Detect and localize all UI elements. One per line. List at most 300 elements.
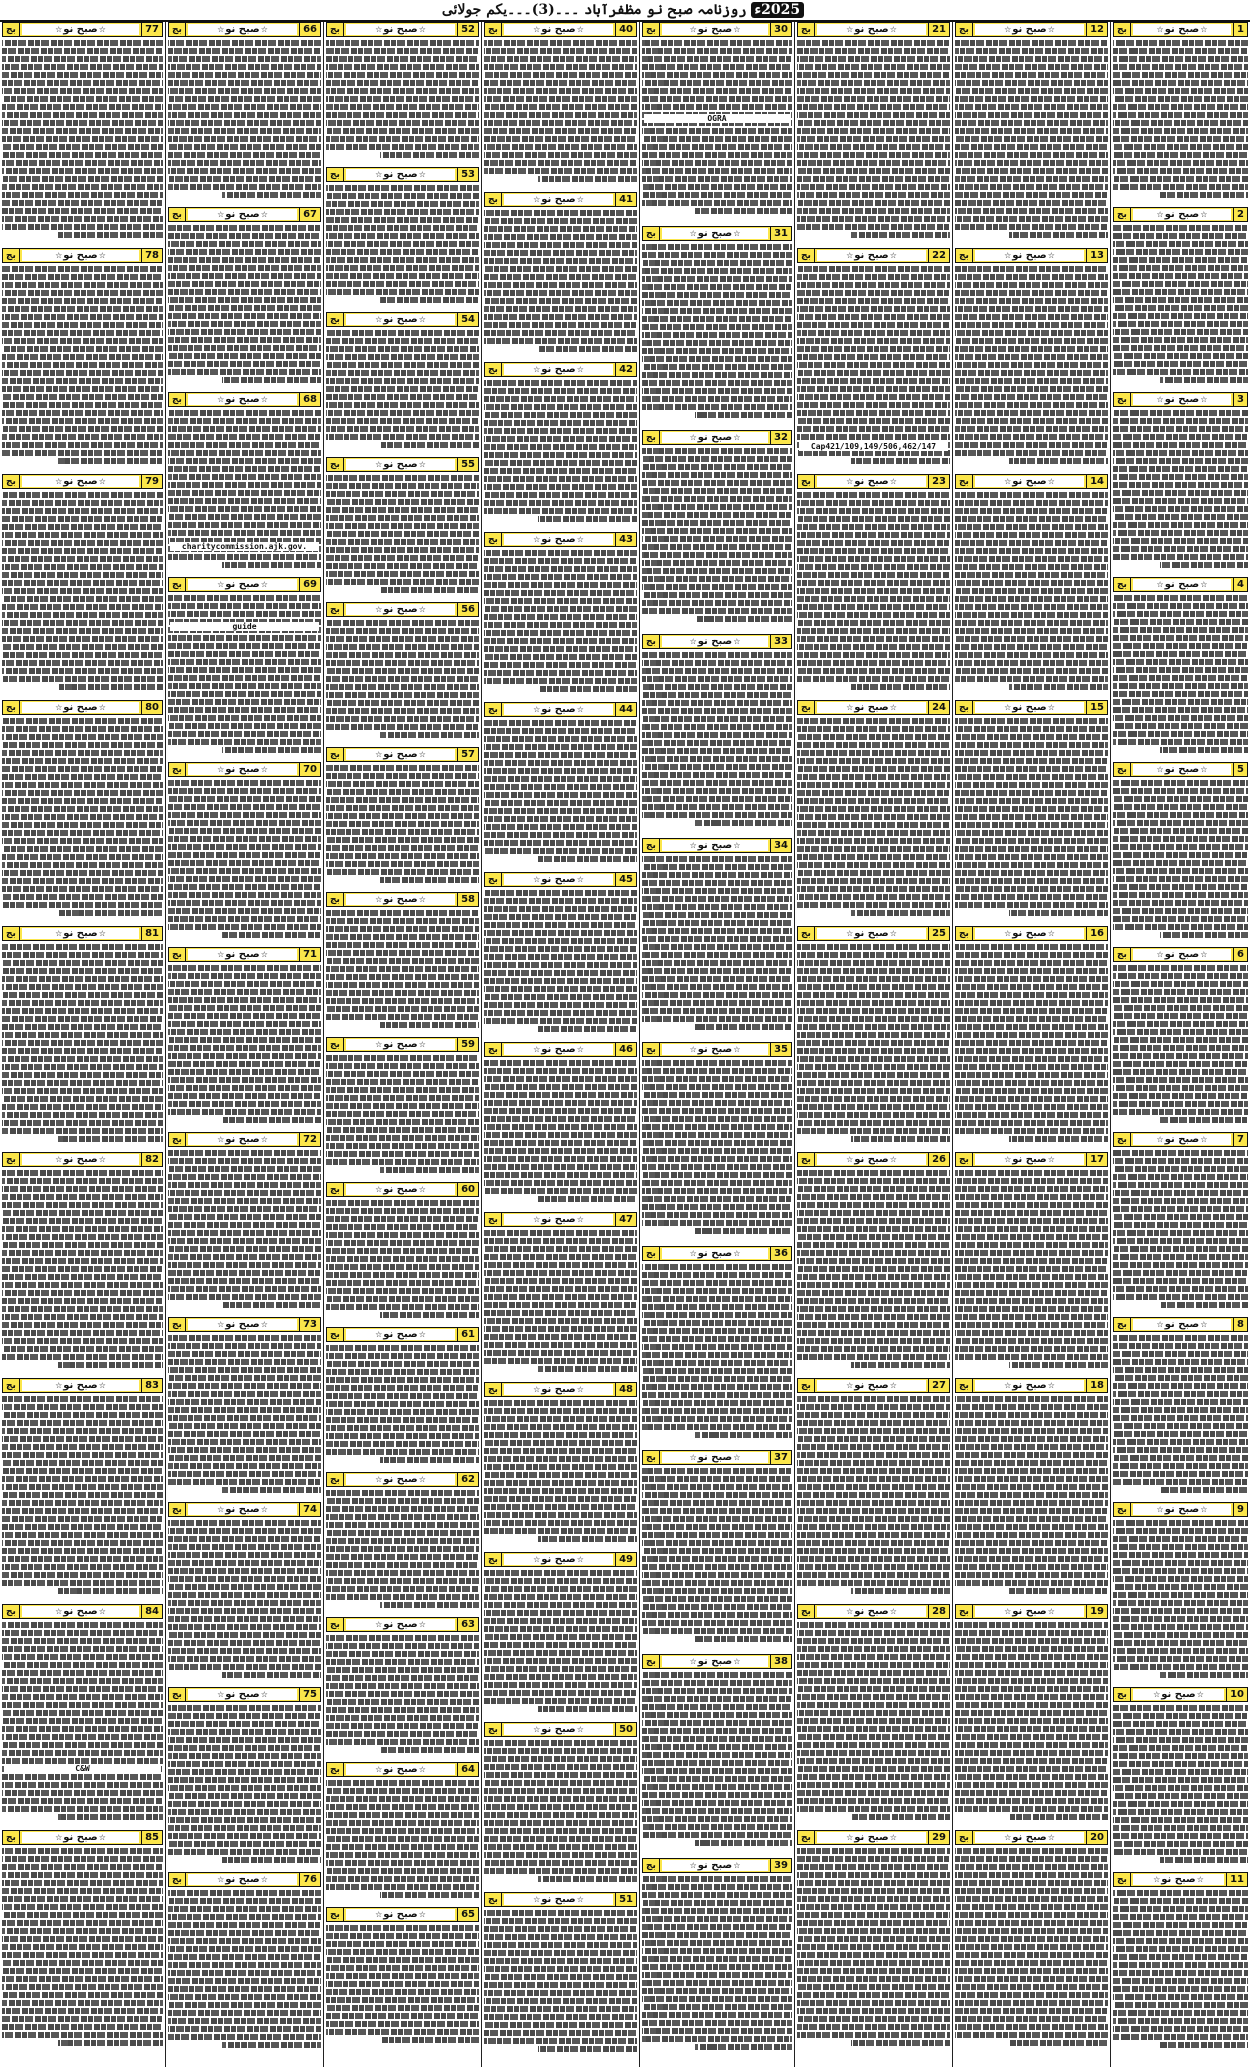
star-icon: ☆ <box>889 1155 897 1164</box>
notice-label: صبح نو <box>854 1606 889 1617</box>
text-line <box>1160 1487 1248 1493</box>
text-line <box>168 144 321 150</box>
text-line <box>642 136 792 142</box>
text-line <box>2 798 163 804</box>
notice-label: صبح نو <box>1164 764 1200 775</box>
text-line <box>1113 788 1248 794</box>
text-line <box>222 2042 321 2048</box>
text-line <box>955 1572 1108 1578</box>
text-line <box>168 466 321 472</box>
text-line <box>955 1282 1108 1288</box>
text-line <box>642 748 792 754</box>
text-line <box>2 1646 163 1652</box>
text-line <box>484 1286 637 1292</box>
text-line <box>326 249 479 255</box>
notice-body <box>326 765 479 890</box>
notice-number: 60 <box>457 1183 478 1196</box>
notice-body <box>797 1396 950 1602</box>
text-line <box>2 1452 163 1458</box>
notice-tag: بج <box>169 1318 186 1331</box>
text-line <box>1113 1785 1248 1791</box>
text-line <box>2 282 163 288</box>
text-line <box>326 499 479 505</box>
text-line <box>797 960 950 966</box>
text-line <box>326 1876 479 1882</box>
text-line <box>326 668 479 674</box>
text-line <box>1113 1938 1248 1944</box>
notice-tag: بج <box>169 23 186 36</box>
text-line <box>955 1210 1108 1216</box>
masthead-year: 2025ء <box>751 2 805 18</box>
text-line <box>955 48 1108 54</box>
text-line <box>642 1068 792 1074</box>
text-line <box>1113 1037 1248 1043</box>
text-line <box>168 1769 321 1775</box>
notice-number: 48 <box>615 1383 636 1396</box>
text-line <box>1113 1471 1248 1477</box>
text-line <box>484 1610 637 1616</box>
star-icon: ☆ <box>98 1607 106 1616</box>
text-line <box>642 1392 792 1398</box>
star-icon: ☆ <box>418 750 426 759</box>
text-line <box>484 1480 637 1486</box>
notice-label: صبح نو <box>383 894 418 905</box>
star-icon: ☆ <box>1156 210 1164 219</box>
text-line <box>484 1456 637 1462</box>
text-line <box>642 772 792 778</box>
star-icon: ☆ <box>98 1155 106 1164</box>
text-line <box>484 1748 637 1754</box>
text-line <box>797 726 950 732</box>
text-line <box>326 926 479 932</box>
text-line <box>955 814 1108 820</box>
notice-number: 27 <box>928 1379 949 1392</box>
notice-24 <box>797 700 950 924</box>
text-line <box>326 1240 479 1246</box>
text-line <box>797 136 950 142</box>
notice-tag: بج <box>169 578 186 591</box>
text-line <box>168 1785 321 1791</box>
text-line <box>642 316 792 322</box>
text-line <box>484 2030 637 2036</box>
notice-header <box>326 1907 479 1922</box>
notice-title <box>662 1452 768 1463</box>
notice-title <box>504 1894 613 1905</box>
text-line <box>484 1860 637 1866</box>
text-line <box>797 548 950 554</box>
text-line <box>642 1892 792 1898</box>
notice-header <box>326 1472 479 1487</box>
text-line <box>1113 1962 1248 1968</box>
text-line <box>538 176 637 182</box>
notice-39 <box>642 1858 792 2060</box>
text-line <box>326 644 479 650</box>
text-line <box>326 1594 479 1600</box>
text-line <box>168 1463 321 1469</box>
notice-tag: بج <box>956 927 973 940</box>
text-line <box>2 330 163 336</box>
inline-c-and-w: C&W <box>4 1764 161 1773</box>
notice-78 <box>2 248 163 472</box>
text-line <box>955 1080 1108 1086</box>
text-line <box>955 1234 1108 1240</box>
text-line <box>484 128 637 134</box>
text-line <box>642 348 792 354</box>
text-line <box>955 596 1108 602</box>
text-line <box>168 434 321 440</box>
text-line <box>168 1230 321 1236</box>
star-icon: ☆ <box>260 1875 268 1884</box>
notice-label: صبح نو <box>1012 1380 1047 1391</box>
text-line <box>797 290 950 296</box>
star-icon: ☆ <box>846 25 854 34</box>
text-line <box>955 1290 1108 1296</box>
text-line <box>797 644 950 650</box>
notice-tag: بج <box>3 23 20 36</box>
text-line <box>168 1849 321 1855</box>
notice-label: صبح نو <box>225 1689 260 1700</box>
notice-label: صبح نو <box>383 1764 418 1775</box>
star-icon: ☆ <box>1047 929 1055 938</box>
text-line <box>1113 892 1248 898</box>
text-line <box>797 1872 950 1878</box>
star-icon: ☆ <box>375 315 383 324</box>
star-icon: ☆ <box>689 1045 697 1054</box>
notice-63 <box>326 1617 479 1760</box>
column-8 <box>0 22 165 2067</box>
text-line <box>1113 667 1248 673</box>
text-line <box>484 598 637 604</box>
text-line <box>1113 651 1248 657</box>
text-line <box>642 1620 792 1626</box>
notice-header <box>1113 1502 1248 1517</box>
text-line <box>538 1536 637 1542</box>
text-line <box>642 1164 792 1170</box>
text-line <box>1113 1978 1248 1984</box>
text-line <box>484 1528 637 1534</box>
notice-number: 84 <box>141 1605 162 1618</box>
notice-number: 8 <box>1233 1318 1247 1331</box>
text-line <box>1113 361 1248 367</box>
text-line <box>168 1745 321 1751</box>
text-line <box>797 838 950 844</box>
text-line <box>955 604 1108 610</box>
notice-tag: بج <box>1114 763 1131 776</box>
text-line <box>2 192 163 198</box>
text-line <box>642 40 792 46</box>
text-line <box>1113 1439 1248 1445</box>
text-line <box>168 611 321 617</box>
text-line <box>484 1998 637 2004</box>
text-line <box>484 1310 637 1316</box>
notice-tag: بج <box>169 1503 186 1516</box>
text-line <box>326 1143 479 1149</box>
text-line <box>797 1290 950 1296</box>
text-line <box>2 1710 163 1716</box>
notice-body <box>2 1622 163 1828</box>
text-line <box>326 636 479 642</box>
text-line <box>955 516 1108 522</box>
text-line <box>380 152 479 158</box>
notice-body <box>1113 595 1248 760</box>
text-line <box>1113 1254 1248 1260</box>
column-2 <box>952 22 1110 2067</box>
text-line <box>484 96 637 102</box>
text-line <box>955 1856 1108 1862</box>
text-line <box>1113 1182 1248 1188</box>
text-line <box>484 1180 637 1186</box>
star-icon: ☆ <box>1047 477 1055 486</box>
notice-number: 80 <box>141 701 162 714</box>
star-icon: ☆ <box>1200 25 1208 34</box>
text-line <box>326 1127 479 1133</box>
text-line <box>168 2010 321 2016</box>
text-line <box>484 338 637 344</box>
text-line <box>1113 313 1248 319</box>
text-line <box>484 768 637 774</box>
notice-body <box>1113 225 1248 390</box>
text-line <box>326 837 479 843</box>
text-line <box>955 426 1108 432</box>
text-line <box>1113 860 1248 866</box>
text-line <box>642 260 792 266</box>
text-line <box>642 1744 792 1750</box>
star-icon: ☆ <box>260 25 268 34</box>
text-line <box>484 1132 637 1138</box>
text-line <box>326 1006 479 1012</box>
text-line <box>642 1352 792 1358</box>
text-line <box>642 168 792 174</box>
text-line <box>2 1000 163 1006</box>
text-line <box>797 1048 950 1054</box>
notice-tag: بج <box>485 533 502 546</box>
notice-tag: بج <box>956 701 973 714</box>
notice-body <box>326 1635 479 1760</box>
text-line <box>484 476 637 482</box>
text-line <box>1113 731 1248 737</box>
notice-header <box>1113 392 1248 407</box>
text-line <box>168 120 321 126</box>
text-line <box>2 104 163 110</box>
notice-title <box>22 928 139 939</box>
star-icon: ☆ <box>260 580 268 589</box>
text-line <box>1113 1029 1248 1035</box>
text-line <box>168 498 321 504</box>
text-line <box>1113 1045 1248 1051</box>
notice-52 <box>326 22 479 165</box>
text-line <box>326 1538 479 1544</box>
text-line <box>642 244 792 250</box>
text-line <box>2 1234 163 1240</box>
text-line <box>326 708 479 714</box>
notice-header <box>484 1212 637 1227</box>
notice-title <box>346 749 455 760</box>
text-line <box>326 773 479 779</box>
text-line <box>168 683 321 689</box>
text-line <box>2 410 163 416</box>
text-line <box>797 660 950 666</box>
text-line <box>1113 1994 1248 2000</box>
notice-header <box>326 1037 479 1052</box>
text-line <box>326 1441 479 1447</box>
text-line <box>1113 1729 1248 1735</box>
notice-label: صبح نو <box>383 1619 418 1630</box>
text-line <box>484 550 637 556</box>
text-line <box>326 1296 479 1302</box>
text-line <box>797 1856 950 1862</box>
notice-tag: بج <box>798 1605 815 1618</box>
text-line <box>797 782 950 788</box>
text-line <box>484 1512 637 1518</box>
notice-tag: بج <box>3 1831 20 1844</box>
text-line <box>797 1678 950 1684</box>
text-line <box>168 225 321 231</box>
text-line <box>484 298 637 304</box>
text-line <box>955 1556 1108 1562</box>
text-line <box>326 1973 479 1979</box>
text-line <box>1113 1528 1248 1534</box>
notice-14 <box>955 474 1108 698</box>
text-line <box>642 448 792 454</box>
notice-body <box>642 1672 792 1856</box>
text-line <box>2 718 163 724</box>
text-line <box>955 1580 1108 1586</box>
text-line <box>797 862 950 868</box>
text-line <box>326 72 479 78</box>
text-line <box>1113 1761 1248 1767</box>
star-icon: ☆ <box>689 25 697 34</box>
notice-header <box>955 1830 1108 1845</box>
star-icon: ☆ <box>1200 950 1208 959</box>
text-line <box>168 410 321 416</box>
text-line <box>1113 1705 1248 1711</box>
text-line <box>326 1063 479 1069</box>
text-line <box>642 1540 792 1546</box>
text-line <box>484 590 637 596</box>
notice-tag: بج <box>327 1473 344 1486</box>
notice-number: 39 <box>770 1859 791 1872</box>
text-line <box>2 1484 163 1490</box>
notice-tag: بج <box>485 1383 502 1396</box>
text-line <box>955 886 1108 892</box>
text-line <box>642 192 792 198</box>
text-line <box>642 1100 792 1106</box>
text-line <box>168 989 321 995</box>
text-line <box>2 1338 163 1344</box>
text-line <box>797 1952 950 1958</box>
text-line <box>484 1578 637 1584</box>
text-line <box>484 1756 637 1762</box>
text-line <box>2 1928 163 1934</box>
notice-title <box>1133 1874 1224 1885</box>
text-line <box>484 2038 637 2044</box>
notice-tag: بج <box>485 873 502 886</box>
text-line <box>797 1112 950 1118</box>
text-line <box>955 274 1108 280</box>
text-line <box>797 1798 950 1804</box>
notice-tag: بج <box>327 23 344 36</box>
notice-title <box>188 1689 297 1700</box>
notice-33 <box>642 634 792 836</box>
text-line <box>797 160 950 166</box>
text-line <box>2 758 163 764</box>
notice-title <box>504 364 613 375</box>
notice-header <box>326 1327 479 1342</box>
text-line <box>168 1351 321 1357</box>
notice-label: صبح نو <box>541 704 576 715</box>
text-line <box>955 192 1108 198</box>
text-line <box>1113 965 1248 971</box>
text-line <box>1113 723 1248 729</box>
text-line <box>797 1000 950 1006</box>
notice-label: صبح نو <box>1012 250 1047 261</box>
notice-header <box>326 747 479 762</box>
text-line <box>797 1880 950 1886</box>
text-line <box>955 1524 1108 1530</box>
text-line <box>326 1796 479 1802</box>
text-line <box>168 1174 321 1180</box>
text-line <box>326 289 479 295</box>
text-line <box>642 936 792 942</box>
text-line <box>955 1322 1108 1328</box>
text-line <box>326 185 479 191</box>
text-line <box>168 812 321 818</box>
text-line <box>2 1960 163 1966</box>
text-line <box>1113 1890 1248 1896</box>
text-line <box>797 1968 950 1974</box>
text-line <box>168 828 321 834</box>
text-line <box>484 1334 637 1340</box>
star-icon: ☆ <box>889 1607 897 1616</box>
notice-body <box>168 1890 321 2055</box>
text-line <box>955 298 1108 304</box>
text-line <box>484 144 637 150</box>
notice-label: صبح نو <box>225 394 260 405</box>
text-line <box>326 201 479 207</box>
notice-label: صبح نو <box>225 1319 260 1330</box>
notice-label: صبح نو <box>1161 1874 1196 1885</box>
notice-tag: بج <box>956 23 973 36</box>
text-line <box>797 758 950 764</box>
notice-title <box>188 1134 297 1145</box>
text-line <box>642 48 792 54</box>
text-line <box>2 1290 163 1296</box>
text-line <box>1113 1246 1248 1252</box>
text-line <box>484 954 637 960</box>
text-line <box>326 362 479 368</box>
text-line <box>797 2032 950 2038</box>
text-line <box>168 369 321 375</box>
text-line <box>484 1488 637 1494</box>
star-icon: ☆ <box>217 1320 225 1329</box>
text-line <box>955 1170 1108 1176</box>
text-line <box>2 1194 163 1200</box>
notice-number: 23 <box>928 475 949 488</box>
star-icon: ☆ <box>1047 1833 1055 1842</box>
text-line <box>168 844 321 850</box>
notice-header <box>168 762 321 777</box>
text-line <box>168 1093 321 1099</box>
star-icon: ☆ <box>689 1249 697 1258</box>
text-line <box>955 1646 1108 1652</box>
text-line <box>642 1508 792 1514</box>
notice-label: صبح نو <box>1164 579 1200 590</box>
star-icon: ☆ <box>1153 1875 1161 1884</box>
text-line <box>168 321 321 327</box>
text-line <box>797 64 950 70</box>
notice-title <box>504 704 613 715</box>
text-line <box>2 290 163 296</box>
